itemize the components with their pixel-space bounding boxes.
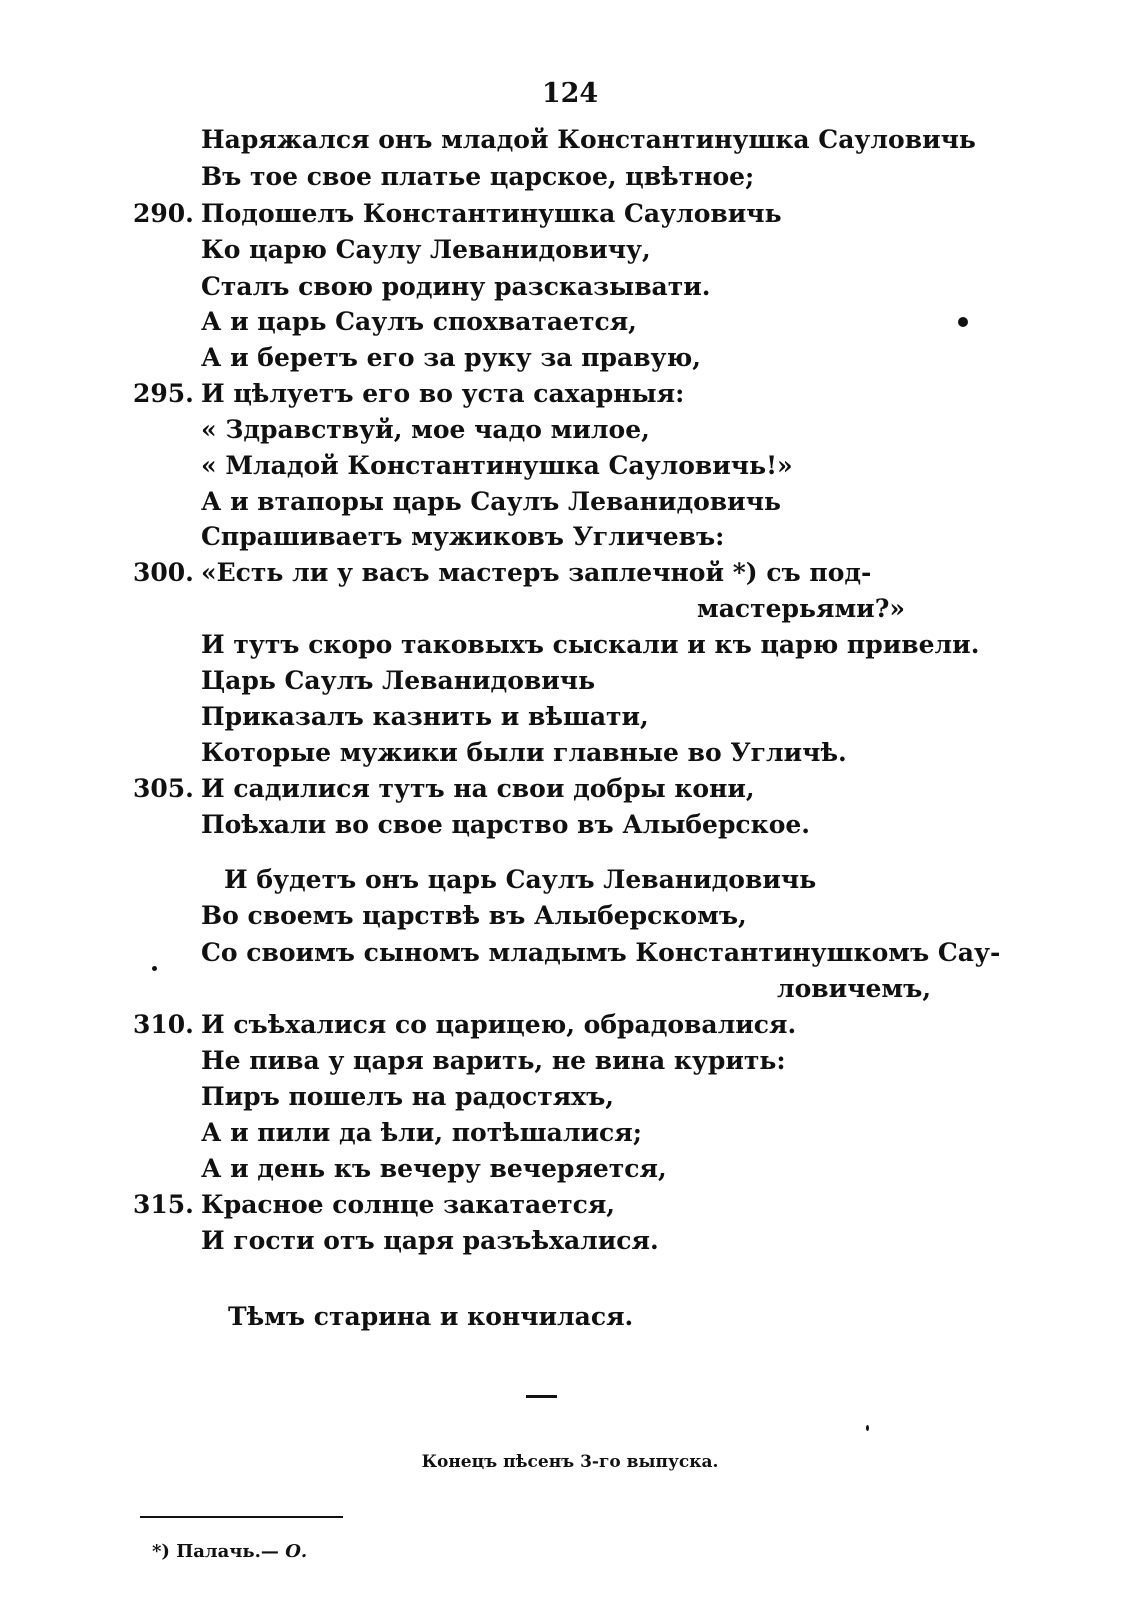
line-text: «Есть ли у васъ мастеръ заплечной *) съ под- [201, 558, 872, 587]
page-number: 124 [541, 78, 599, 109]
line-text: ловичемъ, [777, 974, 932, 1003]
line-text: Со своимъ сыномъ младымъ Константинушкомъ Сау- [201, 938, 1001, 967]
line-number: 310. [133, 1010, 194, 1039]
line-text: « Младой Константинушка Сауловичь!» [201, 451, 793, 480]
line-text: А и пили да ѣли, потѣшалися; [201, 1118, 642, 1147]
line-text: А и день къ вечеру вечеряется, [201, 1154, 667, 1183]
line-text: Сталъ свою родину разсказывати. [201, 272, 711, 301]
line-text: Спрашиваетъ мужиковъ Угличевъ: [201, 522, 725, 551]
line-text: « Здравствуй, мое чадо милое, [201, 415, 650, 444]
footnote-marker: *) [152, 1541, 170, 1562]
line-text: А и царь Саулъ спохватается, [201, 307, 637, 336]
end-separator-rule [526, 1395, 557, 1398]
line-text: Поѣхали во свое царство въ Алыберское. [201, 810, 810, 839]
line-text: И садилися тутъ на свои добры кони, [201, 774, 755, 803]
line-text: Которые мужики были главные во Угличѣ. [201, 738, 847, 767]
line-number: 305. [133, 774, 194, 803]
line-text: Во своемъ царствѣ въ Алыберскомъ, [201, 901, 747, 930]
line-text: Тѣмъ старина и кончилася. [228, 1302, 634, 1331]
line-text: И съѣхалися со царицею, обрадовалися. [201, 1010, 797, 1039]
line-text: И гости отъ царя разъѣхалися. [201, 1226, 659, 1255]
line-text: мастерьями?» [697, 594, 905, 623]
line-text: И цѣлуетъ его во уста сахарныя: [201, 379, 685, 408]
line-text: И будетъ онъ царь Саулъ Леванидовичь [224, 865, 817, 894]
footnote [152, 1541, 307, 1562]
colophon: Конецъ пѣсенъ 3-го выпуска. [421, 1452, 719, 1472]
line-text: Въ тое свое платье царское, цвѣтное; [201, 162, 755, 191]
line-number: 290. [133, 199, 194, 228]
line-text: Царь Саулъ Леванидовичь [201, 666, 596, 695]
line-text: Не пива у царя варить, не вина курить: [201, 1046, 786, 1075]
ink-speck-icon [958, 317, 968, 327]
line-text: А и беретъ его за руку за правую, [201, 343, 701, 372]
line-number: 295. [133, 379, 194, 408]
line-text: Наряжался онъ младой Константинушка Сауловичь [201, 125, 976, 154]
line-number: 300. [133, 558, 194, 587]
ink-speck-icon [152, 966, 157, 971]
footnote-source: О. [285, 1541, 308, 1562]
line-text: Приказалъ казнить и вѣшати, [201, 702, 649, 731]
line-text: Подошелъ Константинушка Сауловичь [201, 199, 782, 228]
footnote-text: Палачь.— [176, 1541, 279, 1562]
line-text: Ко царю Саулу Леванидовичу, [201, 235, 651, 264]
line-number: 315. [133, 1190, 194, 1219]
line-text: Красное солнце закатается, [201, 1190, 616, 1219]
footnote-rule [140, 1516, 343, 1518]
line-text: А и втапоры царь Саулъ Леванидовичь [201, 487, 781, 516]
line-text: Пиръ пошелъ на радостяхъ, [201, 1082, 614, 1111]
line-text: И тутъ скоро таковыхъ сыскали и къ царю привели. [201, 630, 980, 659]
ink-speck-icon [866, 1425, 869, 1431]
